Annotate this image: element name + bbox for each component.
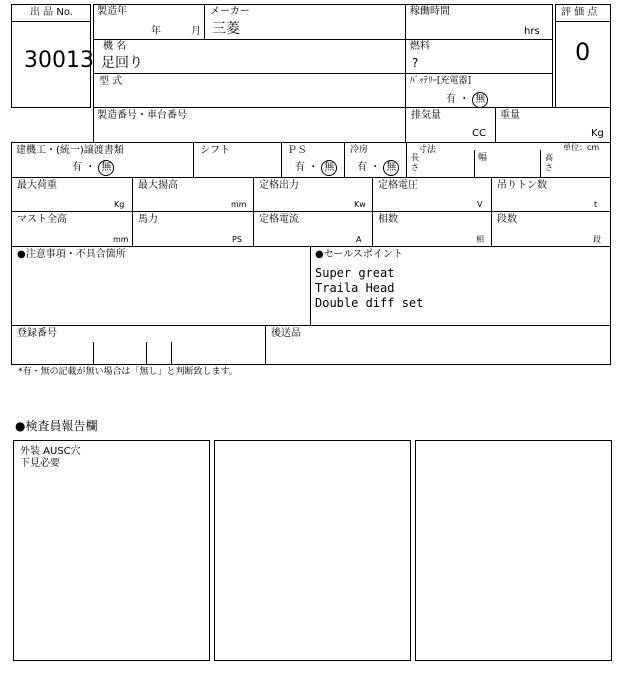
fuel-label: 燃料 [410, 41, 430, 52]
model-name-value: 足回り [101, 55, 143, 71]
transfer-sep: ・ [85, 162, 96, 173]
ps-options [295, 160, 337, 176]
maker-label: メーカー [210, 6, 250, 17]
serial-label: 製造番号・車台番号 [97, 110, 187, 121]
ps-yes[interactable]: 有 [295, 162, 305, 173]
mast-label: マスト全高 [17, 214, 67, 225]
ps-sep: ・ [308, 162, 319, 173]
inspector-box-1[interactable] [13, 440, 210, 661]
inspector-title: ●検査員報告欄 [15, 419, 98, 433]
hours-unit: hrs [524, 26, 540, 37]
rated-output-label: 定格出力 [259, 180, 299, 191]
length-l2: さ [411, 163, 419, 172]
battery-sep: ・ [459, 94, 470, 105]
ps-label: ＰＳ [287, 145, 307, 156]
shipping-label: 後送品 [271, 328, 301, 339]
reg-label: 登録番号 [17, 328, 57, 339]
lot-no-label: 出 品 No. [30, 7, 73, 18]
dims-label: 寸法 [418, 145, 437, 155]
mast-unit: mm [113, 235, 129, 244]
weight-label: 重量 [500, 110, 520, 121]
transfer-no[interactable]: 無 [98, 160, 114, 176]
transfer-label: 建機工・(統一)譲渡書類 [16, 145, 124, 156]
steps-unit: 段 [593, 235, 601, 244]
unit-note: 単位：cm [563, 143, 600, 152]
ps-no[interactable]: 無 [321, 160, 337, 176]
battery-no[interactable]: 無 [472, 92, 488, 108]
max-load-unit: Kg [114, 200, 125, 209]
score-value: 0 [575, 38, 591, 66]
max-lift-label: 最大揚高 [138, 180, 178, 191]
row6 [11, 211, 611, 247]
displacement-unit: CC [472, 128, 486, 139]
footnote: *有・無の記載が無い場合は「無し」と判断致します。 [18, 367, 238, 377]
year-unit: 年 [151, 26, 161, 37]
cooling-yes[interactable]: 有 [357, 162, 367, 173]
transfer-options [72, 160, 114, 176]
horsepower-unit: PS [232, 235, 242, 244]
rated-output-unit: Kw [354, 200, 366, 209]
cooling-sep: ・ [370, 162, 381, 173]
lot-no-value: 30013 [24, 48, 94, 73]
fuel-value: ? [412, 56, 419, 70]
inspector-box-2[interactable] [214, 440, 411, 661]
max-load-label: 最大荷重 [17, 180, 57, 191]
hoist-label: 吊りトン数 [497, 180, 547, 191]
rated-voltage-unit: V [477, 200, 483, 209]
year-label: 製造年 [97, 6, 127, 17]
reg-section [11, 325, 611, 365]
shift-label: シフト [200, 145, 230, 156]
battery-label: ﾊﾞｯﾃﾘｰ[充電器] [410, 76, 472, 86]
hours-label: 稼働時間 [410, 6, 450, 17]
phase-label: 相数 [378, 214, 398, 225]
weight-unit: Kg [591, 128, 604, 139]
month-unit: 月 [191, 26, 201, 37]
model-name-label: 機 名 [103, 41, 127, 52]
cooling-label: 冷房 [350, 145, 369, 155]
transfer-yes[interactable]: 有 [72, 162, 82, 173]
steps-label: 段数 [497, 214, 517, 225]
horsepower-label: 馬力 [138, 214, 158, 225]
max-lift-unit: mm [231, 200, 247, 209]
cooling-options [357, 160, 399, 176]
hoist-unit: t [594, 200, 598, 209]
score-label: 評 価 点 [561, 7, 598, 18]
length-l1: 長 [411, 153, 419, 162]
height-l2: さ [545, 163, 553, 172]
type-cell [93, 73, 406, 108]
inspector-box-3[interactable] [415, 440, 612, 661]
rated-current-unit: A [356, 235, 362, 244]
displacement-label: 排気量 [411, 110, 441, 121]
caution-label: ●注意事項・不具合箇所 [17, 249, 126, 260]
maker-value: 三菱 [212, 21, 240, 37]
sales-text: Super great Traila Head Double diff set [315, 266, 424, 310]
battery-options [446, 92, 488, 108]
sales-label: ●セールスポイント [315, 249, 403, 260]
height-l1: 高 [545, 153, 553, 162]
inspector-box-1-text: 外装 AUSC穴 下見必要 [20, 446, 81, 469]
type-label: 型 式 [99, 76, 123, 87]
rated-current-label: 定格電流 [259, 214, 299, 225]
battery-yes[interactable]: 有 [446, 94, 456, 105]
rated-voltage-label: 定格電圧 [378, 180, 418, 191]
phase-unit: 相 [476, 235, 484, 244]
cooling-no[interactable]: 無 [383, 160, 399, 176]
width-label: 幅 [478, 153, 488, 163]
